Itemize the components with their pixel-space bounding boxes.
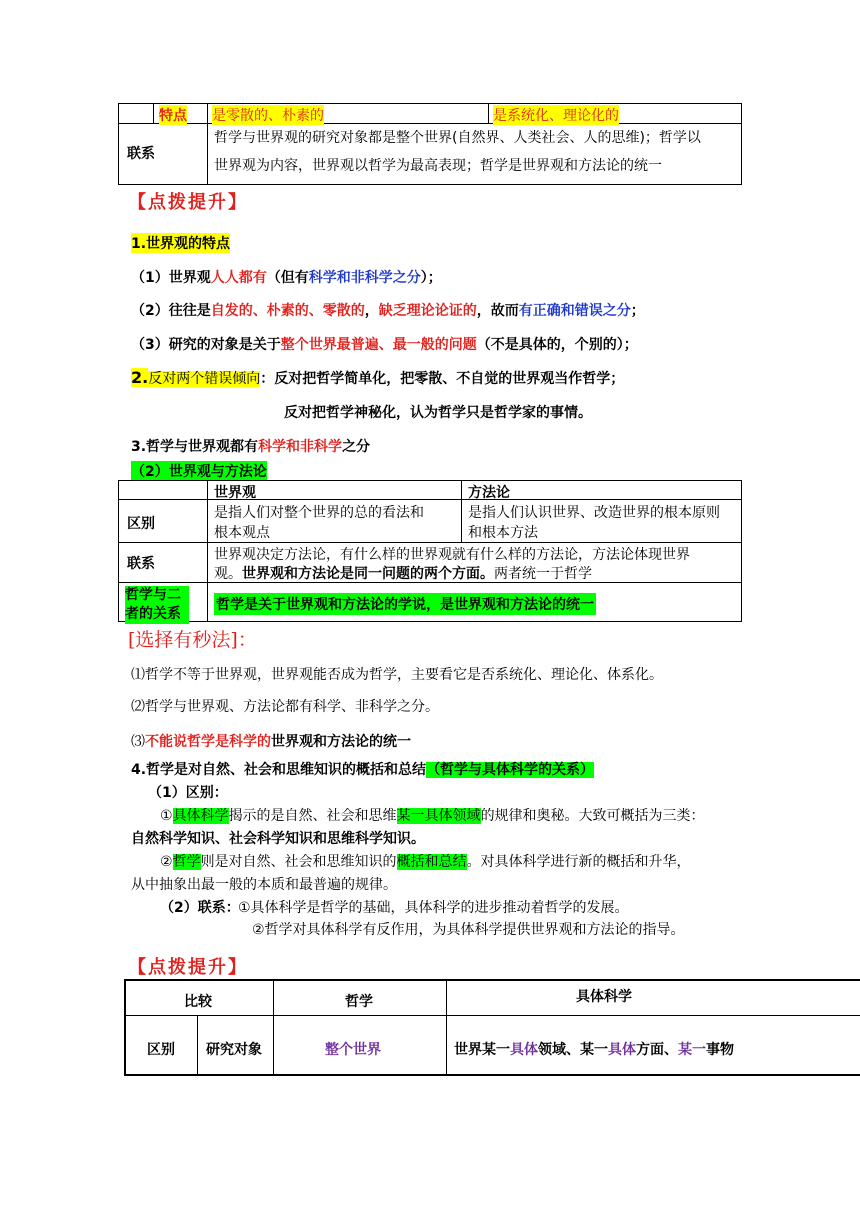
sec4-link-label: （2）联系：	[160, 900, 240, 916]
table2-diff-methodology-1: 是指人们认识世界、改造世界的根本原则	[468, 505, 720, 521]
table3-philosophy-object: 整个世界	[325, 1042, 381, 1058]
tip-3: ⑶不能说哲学是科学的世界观和方法论的统一	[131, 734, 411, 750]
sec4-p1-line1: ①具体科学揭示的是自然、社会和思维某一具体领域的规律和奥秘。大致可概括为三类：	[160, 808, 705, 824]
table2-hline-2	[118, 542, 742, 543]
table3-vline-1	[197, 1016, 198, 1076]
table3-header-philosophy: 哲学	[345, 994, 373, 1010]
table2-diff-worldview-1: 是指人们对整个世界的总的看法和	[214, 505, 424, 521]
sec4-p2-line2: 从中抽象出最一般的本质和最普遍的规律。	[131, 877, 397, 893]
table3-diff-label: 区别	[147, 1042, 175, 1058]
table1-feature-col3: 是系统化、理论化的	[493, 105, 619, 125]
table3-hline	[124, 1015, 860, 1016]
table3	[124, 979, 860, 1076]
table3-header-compare: 比较	[184, 994, 212, 1010]
sec4-p2-line1: ②哲学则是对自然、社会和思维知识的概括和总结。对具体科学进行新的概括和升华，	[160, 854, 691, 870]
table3-header-science: 具体科学	[576, 989, 632, 1005]
table1-link-text-2: 世界观为内容，世界观以哲学为最高表现；哲学是世界观和方法论的统一	[214, 158, 662, 174]
heading-tips-2: 【点拨提升】	[128, 957, 248, 978]
table1-feature-label: 特点	[159, 105, 187, 125]
sec4-link-1: ①具体科学是哲学的基础，具体科学的进步推动着哲学的发展。	[238, 900, 629, 916]
table2-header-worldview: 世界观	[214, 485, 256, 501]
sec1-item3: （3）研究的对象是关于整个世界最普遍、最一般的问题（不是具体的，个别的）；	[131, 337, 638, 353]
table2-relation-label: 哲学与二 者的关系	[125, 586, 189, 624]
table2-diff-worldview-2: 根本观点	[214, 525, 270, 541]
tip-2: ⑵哲学与世界观、方法论都有科学、非科学之分。	[131, 699, 439, 715]
table1-link-label: 联系	[127, 146, 155, 162]
table1-vline-2	[207, 103, 208, 185]
sec4-title: 4.哲学是对自然、社会和思维知识的概括和总结（哲学与具体科学的关系）	[131, 762, 595, 778]
sub2-title: （2）世界观与方法论	[131, 461, 267, 481]
table2-vline-2	[461, 480, 462, 542]
table3-science-object: 世界某一具体领域、某一具体方面、某一事物	[454, 1042, 734, 1058]
sec4-link-2: ②哲学对具体科学有反作用，为具体科学提供世界观和方法论的指导。	[252, 922, 685, 938]
table3-vline-3	[446, 979, 447, 1076]
table1-feature-col2: 是零散的、朴素的	[212, 105, 324, 125]
sec1-title: 1.世界观的特点	[131, 233, 230, 253]
table2-header-methodology: 方法论	[468, 485, 510, 501]
table2-link-text-2: 观。世界观和方法论是同一问题的两个方面。两者统一于哲学	[214, 566, 592, 582]
sec2-line1: 2.反对两个错误倾向：反对把哲学简单化，把零散、不自觉的世界观当作哲学；	[131, 368, 625, 387]
table2-diff-label: 区别	[127, 516, 155, 532]
sec4-p1-line2: 自然科学知识、社会科学知识和思维科学知识。	[131, 831, 425, 847]
table2-relation-text: 哲学是关于世界观和方法论的学说，是世界观和方法论的统一	[214, 593, 596, 615]
sec4-diff-label: （1）区别：	[148, 785, 228, 801]
sec1-item2: （2）往往是自发的、朴素的、零散的，缺乏理论论证的，故而有正确和错误之分；	[131, 303, 645, 319]
sec3-line: 3.哲学与世界观都有科学和非科学之分	[131, 439, 371, 455]
heading-choice-tips: [选择有秒法]：	[128, 629, 257, 651]
table1-vline-3	[488, 103, 489, 123]
heading-tips-1: 【点拨提升】	[128, 192, 248, 213]
sec1-item1: （1）世界观人人都有（但有科学和非科学之分）；	[131, 270, 442, 286]
sec2-line2: 反对把哲学神秘化，认为哲学只是哲学家的事情。	[284, 405, 592, 421]
table2-diff-methodology-2: 和根本方法	[468, 525, 538, 541]
table2-hline-1	[118, 499, 742, 500]
table2-link-text-1: 世界观决定方法论，有什么样的世界观就有什么样的方法论，方法论体现世界	[214, 547, 690, 563]
table1-vline-1	[153, 103, 154, 123]
table2-link-label: 联系	[127, 556, 155, 572]
table3-object-label: 研究对象	[206, 1042, 262, 1058]
tip-1: ⑴哲学不等于世界观，世界观能否成为哲学，主要看它是否系统化、理论化、体系化。	[131, 667, 663, 683]
table2-vline-1	[207, 480, 208, 622]
table1-link-text-1: 哲学与世界观的研究对象都是整个世界(自然界、人类社会、人的思维)；哲学以	[214, 130, 701, 146]
table3-vline-2	[273, 979, 274, 1076]
